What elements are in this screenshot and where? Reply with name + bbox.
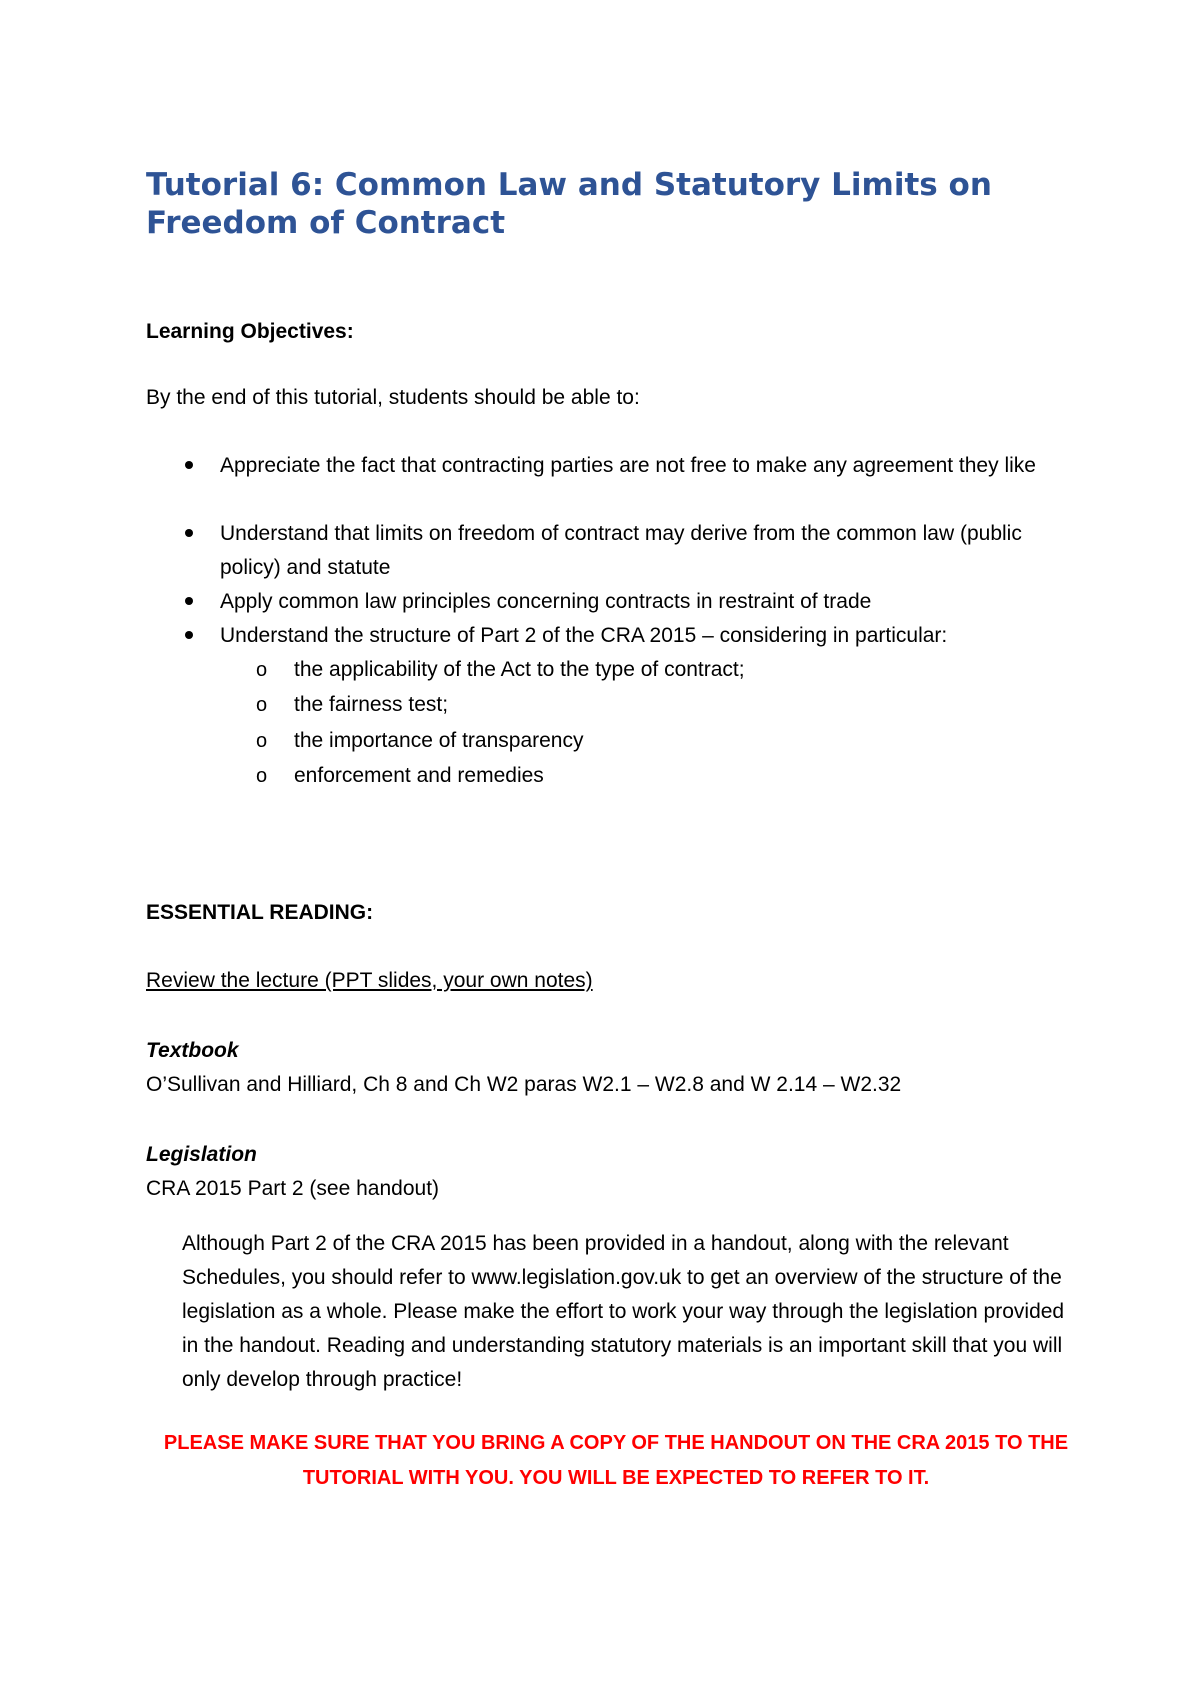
circle-bullet-icon: o xyxy=(256,659,268,681)
review-lecture-line: Review the lecture (PPT slides, your own notes) xyxy=(146,969,593,992)
bullet-icon xyxy=(185,529,193,537)
textbook-heading: Textbook xyxy=(146,1039,239,1062)
page-title: Tutorial 6: Common Law and Statutory Limits on Freedom of Contract xyxy=(146,167,992,241)
textbook-reference: O’Sullivan and Hilliard, Ch 8 and Ch W2 paras W2.1 – W2.8 and W 2.14 – W2.32 xyxy=(146,1073,902,1096)
bullet-icon xyxy=(185,597,193,605)
learning-objectives-heading: Learning Objectives: xyxy=(146,320,354,343)
sub-objective-item: the applicability of the Act to the type of contract; xyxy=(294,658,745,681)
sub-objective-item: the fairness test; xyxy=(294,693,449,716)
sub-objective-item: the importance of transparency xyxy=(294,729,584,752)
legislation-heading: Legislation xyxy=(146,1143,257,1166)
legislation-note: Although Part 2 of the CRA 2015 has been provided in a handout, along with the relevant Schedules, you should refer to www.legislation.gov.uk to get an overview of the structure of the legislation as a whole. Please make the effort to work your way through the legislation provided in the handout. Reading and understanding statutory materials is an important skill that you will only develop through practice! xyxy=(182,1232,1065,1391)
legislation-reference: CRA 2015 Part 2 (see handout) xyxy=(146,1177,440,1200)
bullet-icon xyxy=(185,631,193,639)
circle-bullet-icon: o xyxy=(256,765,268,787)
intro-text: By the end of this tutorial, students should be able to: xyxy=(146,386,640,409)
sub-objective-item: enforcement and remedies xyxy=(294,764,544,787)
circle-bullet-icon: o xyxy=(256,694,268,716)
handout-warning: PLEASE MAKE SURE THAT YOU BRING A COPY OF THE HANDOUT ON THE CRA 2015 TO THE TUTORIAL WITH YOU. YOU WILL BE EXPECTED TO REFER TO IT. xyxy=(163,1432,1069,1489)
essential-reading-heading: ESSENTIAL READING: xyxy=(146,901,374,924)
objective-item: Apply common law principles concerning contracts in restraint of trade xyxy=(220,590,872,613)
objective-item: Understand that limits on freedom of contract may derive from the common law (public policy) and statute xyxy=(220,522,1022,579)
circle-bullet-icon: o xyxy=(256,730,268,752)
objective-item: Appreciate the fact that contracting parties are not free to make any agreement they like xyxy=(220,454,1036,477)
objective-item: Understand the structure of Part 2 of the CRA 2015 – considering in particular: xyxy=(220,624,948,647)
bullet-icon xyxy=(185,461,193,469)
